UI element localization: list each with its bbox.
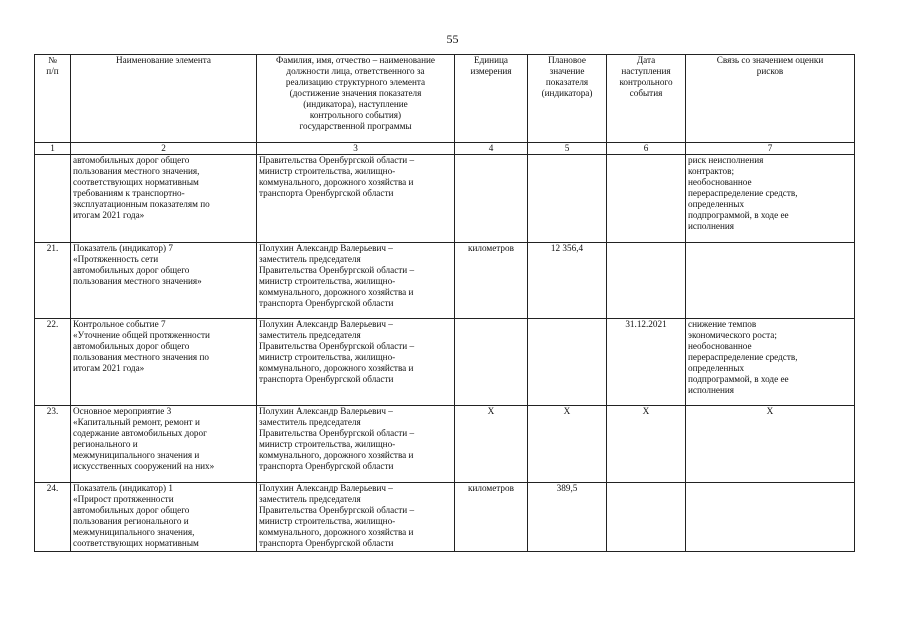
responsible-line: Правительства Оренбургской области – bbox=[259, 265, 415, 275]
responsible-line: коммунального, дорожного хозяйства и bbox=[259, 363, 414, 373]
risk-link-line: риск неисполнения bbox=[688, 155, 764, 165]
header-text-line: Фамилия, имя, отчество – наименование bbox=[275, 55, 436, 65]
header-text-line: наступления bbox=[621, 66, 671, 76]
responsible-line: коммунального, дорожного хозяйства и bbox=[259, 527, 414, 537]
table-row bbox=[35, 243, 855, 319]
responsible-line: министр строительства, жилищно- bbox=[259, 352, 396, 362]
header-number bbox=[35, 55, 71, 143]
element-name-line: регионального и bbox=[73, 439, 138, 449]
risk-link-line: снижение темпов bbox=[688, 319, 757, 329]
element-name-line: «Прирост протяженности bbox=[73, 494, 174, 504]
responsible-line: заместитель председателя bbox=[259, 417, 361, 427]
element-name-line: «Протяженность сети bbox=[73, 254, 159, 264]
element-name-line: пользования местного значения» bbox=[73, 276, 202, 286]
element-name-line: пользования местного значения, bbox=[73, 166, 200, 176]
element-name-line: соответствующих нормативным bbox=[73, 538, 199, 548]
responsible-cell bbox=[257, 319, 455, 406]
row-number-cell: 21. bbox=[35, 243, 71, 319]
element-name-line: содержание автомобильных дорог bbox=[73, 428, 207, 438]
responsible-line: Правительства Оренбургской области – bbox=[259, 341, 415, 351]
element-name-line: эксплуатационным показателям по bbox=[73, 199, 210, 209]
responsible-line: транспорта Оренбургской области bbox=[259, 188, 394, 198]
risk-link-cell bbox=[686, 483, 855, 552]
responsible-line: Полухин Александр Валерьевич – bbox=[259, 483, 393, 493]
plan-value-cell bbox=[528, 319, 607, 406]
element-name-line: Контрольное событие 7 bbox=[73, 319, 166, 329]
column-number-row bbox=[35, 143, 855, 155]
header-text-line: (индикатора) bbox=[541, 88, 593, 98]
row-number-cell: 22. bbox=[35, 319, 71, 406]
header-responsible bbox=[257, 55, 455, 143]
risk-link-cell bbox=[686, 243, 855, 319]
element-name-line: Основное мероприятие 3 bbox=[73, 406, 172, 416]
element-name-line: межмуниципального значения, bbox=[73, 527, 195, 537]
risk-link-cell bbox=[686, 155, 855, 243]
risk-link-line: определенных bbox=[688, 363, 745, 373]
header-text-line: должности лица, ответственного за bbox=[286, 66, 425, 76]
unit-cell bbox=[455, 319, 528, 406]
table-row bbox=[35, 155, 855, 243]
responsible-line: Правительства Оренбургской области – bbox=[259, 428, 415, 438]
element-name-cell bbox=[71, 155, 257, 243]
header-risk-link bbox=[686, 55, 855, 143]
row-number-cell: 23. bbox=[35, 406, 71, 483]
responsible-line: транспорта Оренбургской области bbox=[259, 538, 394, 548]
header-text-line: события bbox=[629, 88, 663, 98]
responsible-line: министр строительства, жилищно- bbox=[259, 276, 396, 286]
element-name-line: итогам 2021 года» bbox=[73, 363, 145, 373]
risk-link-cell bbox=[686, 319, 855, 406]
header-text-line: контрольного bbox=[619, 77, 673, 87]
responsible-line: министр строительства, жилищно- bbox=[259, 516, 396, 526]
risk-link-cell: Х bbox=[686, 406, 855, 483]
header-text-line: измерения bbox=[470, 66, 512, 76]
column-number-cell: 3 bbox=[257, 143, 455, 155]
risk-link-line: определенных bbox=[688, 199, 745, 209]
table-body bbox=[35, 155, 855, 552]
risk-link-line: экономического роста; bbox=[688, 330, 777, 340]
table-row bbox=[35, 406, 855, 483]
responsible-line: коммунального, дорожного хозяйства и bbox=[259, 450, 414, 460]
unit-cell: километров bbox=[455, 483, 528, 552]
header-unit bbox=[455, 55, 528, 143]
responsible-line: коммунального, дорожного хозяйства и bbox=[259, 287, 414, 297]
event-date-cell: Х bbox=[607, 406, 686, 483]
unit-cell: Х bbox=[455, 406, 528, 483]
element-name-line: требованиям к транспортно- bbox=[73, 188, 185, 198]
column-number-cell: 1 bbox=[35, 143, 71, 155]
responsible-line: Полухин Александр Валерьевич – bbox=[259, 319, 393, 329]
event-date-cell bbox=[607, 155, 686, 243]
responsible-line: Правительства Оренбургской области – bbox=[259, 505, 415, 515]
element-name-cell bbox=[71, 406, 257, 483]
element-name-line: автомобильных дорог общего bbox=[73, 265, 190, 275]
element-name-line: искусственных сооружений на них» bbox=[73, 461, 215, 471]
risk-link-line: подпрограммой, в ходе ее bbox=[688, 210, 789, 220]
row-number-cell bbox=[35, 155, 71, 243]
element-name-cell bbox=[71, 243, 257, 319]
plan-value-cell: Х bbox=[528, 406, 607, 483]
responsible-cell bbox=[257, 243, 455, 319]
element-name-line: пользования регионального и bbox=[73, 516, 189, 526]
element-name-line: межмуниципального значения и bbox=[73, 450, 200, 460]
table-row bbox=[35, 319, 855, 406]
header-text-line: (индикатора), наступление bbox=[303, 99, 408, 109]
responsible-line: Полухин Александр Валерьевич – bbox=[259, 243, 393, 253]
column-number-cell: 7 bbox=[686, 143, 855, 155]
plan-value-cell bbox=[528, 155, 607, 243]
element-name-line: автомобильных дорог общего bbox=[73, 505, 190, 515]
header-text-line: Единица bbox=[473, 55, 509, 65]
header-text-line: контрольного события) bbox=[309, 110, 402, 120]
header-text-line: реализацию структурного элемента bbox=[285, 77, 426, 87]
row-number-cell: 24. bbox=[35, 483, 71, 552]
header-text-line: значение bbox=[549, 66, 585, 76]
column-number-cell: 4 bbox=[455, 143, 528, 155]
risk-link-line: исполнения bbox=[688, 385, 735, 395]
element-name-line: «Капитальный ремонт, ремонт и bbox=[73, 417, 200, 427]
responsible-line: министр строительства, жилищно- bbox=[259, 439, 396, 449]
responsible-line: министр строительства, жилищно- bbox=[259, 166, 396, 176]
table-row bbox=[35, 483, 855, 552]
responsible-line: коммунального, дорожного хозяйства и bbox=[259, 177, 414, 187]
risk-link-line: подпрограммой, в ходе ее bbox=[688, 374, 789, 384]
element-name-line: пользования местного значения по bbox=[73, 352, 209, 362]
responsible-line: заместитель председателя bbox=[259, 254, 361, 264]
header-text-line: Дата bbox=[636, 55, 656, 65]
element-name-line: автомобильных дорог общего bbox=[73, 341, 190, 351]
responsible-line: заместитель председателя bbox=[259, 494, 361, 504]
header-text-line: Наименование элемента bbox=[116, 55, 211, 65]
risk-link-line: необоснованное bbox=[688, 177, 752, 187]
element-name-cell bbox=[71, 483, 257, 552]
header-text-line: Связь со значением оценки bbox=[716, 55, 824, 65]
responsible-line: транспорта Оренбургской области bbox=[259, 374, 394, 384]
responsible-line: заместитель председателя bbox=[259, 330, 361, 340]
program-table bbox=[34, 54, 855, 552]
responsible-line: Правительства Оренбургской области – bbox=[259, 155, 415, 165]
event-date-cell: 31.12.2021 bbox=[607, 319, 686, 406]
column-number-cell: 5 bbox=[528, 143, 607, 155]
responsible-cell bbox=[257, 406, 455, 483]
plan-value-cell: 389,5 bbox=[528, 483, 607, 552]
risk-link-line: перераспределение средств, bbox=[688, 352, 798, 362]
header-plan-value bbox=[528, 55, 607, 143]
risk-link-line: необоснованное bbox=[688, 341, 752, 351]
element-name-line: Показатель (индикатор) 7 bbox=[73, 243, 173, 253]
header-text-line: показателя bbox=[545, 77, 589, 87]
responsible-line: транспорта Оренбургской области bbox=[259, 461, 394, 471]
element-name-line: «Уточнение общей протяженности bbox=[73, 330, 210, 340]
header-row bbox=[35, 55, 855, 143]
column-number-cell: 2 bbox=[71, 143, 257, 155]
header-text-line: № bbox=[48, 55, 57, 65]
risk-link-line: перераспределение средств, bbox=[688, 188, 798, 198]
element-name-cell bbox=[71, 319, 257, 406]
header-event-date bbox=[607, 55, 686, 143]
column-number-cell: 6 bbox=[607, 143, 686, 155]
header-text-line: Плановое bbox=[548, 55, 586, 65]
element-name-line: итогам 2021 года» bbox=[73, 210, 145, 220]
event-date-cell bbox=[607, 483, 686, 552]
element-name-line: Показатель (индикатор) 1 bbox=[73, 483, 173, 493]
header-element-name bbox=[71, 55, 257, 143]
element-name-line: автомобильных дорог общего bbox=[73, 155, 190, 165]
page-number: 55 bbox=[446, 32, 459, 46]
event-date-cell bbox=[607, 243, 686, 319]
header-text-line: п/п bbox=[46, 66, 59, 76]
unit-cell bbox=[455, 155, 528, 243]
risk-link-line: контрактов; bbox=[688, 166, 735, 176]
element-name-line: соответствующих нормативным bbox=[73, 177, 199, 187]
responsible-line: транспорта Оренбургской области bbox=[259, 298, 394, 308]
risk-link-line: исполнения bbox=[688, 221, 735, 231]
header-text-line: (достижение значения показателя bbox=[289, 88, 422, 98]
header-text-line: рисков bbox=[756, 66, 784, 76]
header-text-line: государственной программы bbox=[299, 121, 412, 131]
responsible-cell bbox=[257, 155, 455, 243]
unit-cell: километров bbox=[455, 243, 528, 319]
responsible-line: Полухин Александр Валерьевич – bbox=[259, 406, 393, 416]
responsible-cell bbox=[257, 483, 455, 552]
plan-value-cell: 12 356,4 bbox=[528, 243, 607, 319]
